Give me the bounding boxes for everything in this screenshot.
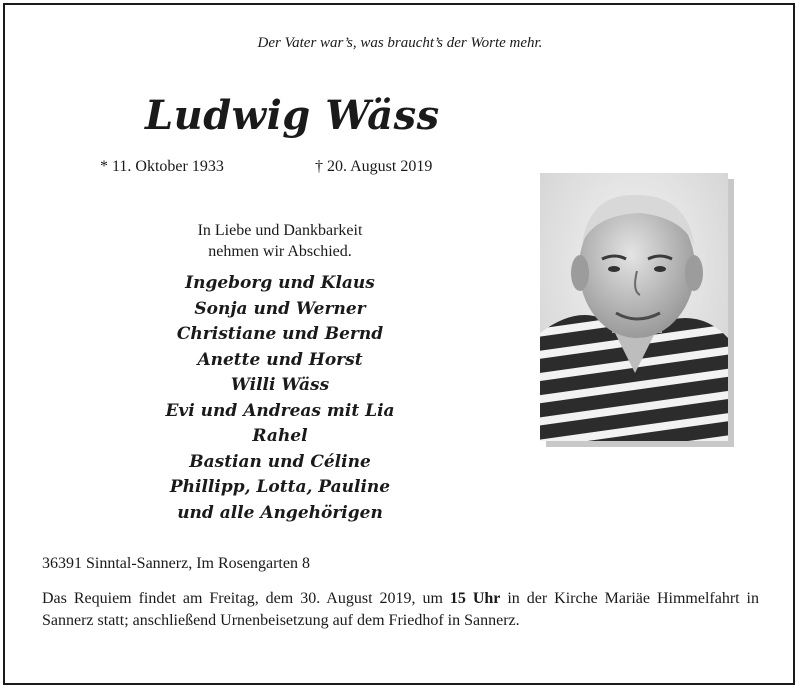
mourner: Christiane und Bernd [176,324,384,344]
mourner: Rahel [252,426,308,446]
mourner: Bastian und Céline [189,451,371,472]
intro-text [140,220,420,262]
mourners-list [130,271,430,526]
address: 36391 Sinntal-Sannerz, Im Rosengarten 8 [42,555,310,572]
requiem-text-after: in der Kirche Mariäe Himmelfahrt in Sannerz statt; anschließend Urnenbeisetzung auf dem Friedhof in Sannerz. [42,590,759,629]
mourner: Phillipp, Lotta, Pauline [169,477,391,497]
mourner: Ingeborg und Klaus [185,273,375,293]
birth-date: * 11. Oktober 1933 [100,158,224,175]
requiem-time: 15 Uhr [449,590,501,607]
mourner: Willi Wäss [230,375,330,395]
mourner: Anette und Horst [197,349,363,370]
mourner: und alle Angehörigen [177,502,383,523]
intro-line: nehmen wir Abschied. [208,243,352,260]
mourner: Evi und Andreas mit Lia [165,400,395,421]
requiem-text-before: Das Requiem findet am Freitag, dem 30. August 2019, um [42,590,450,607]
portrait-illustration [540,173,728,441]
requiem-text [42,588,759,632]
mourner: Sonja und Werner [194,298,366,319]
portrait-photo [540,173,728,441]
intro-line: In Liebe und Dankbarkeit [197,222,363,239]
motto: Der Vater war’s, was braucht’s der Worte mehr. [257,35,543,51]
deceased-name: Ludwig Wäss [145,92,440,139]
death-date: † 20. August 2019 [315,158,433,175]
